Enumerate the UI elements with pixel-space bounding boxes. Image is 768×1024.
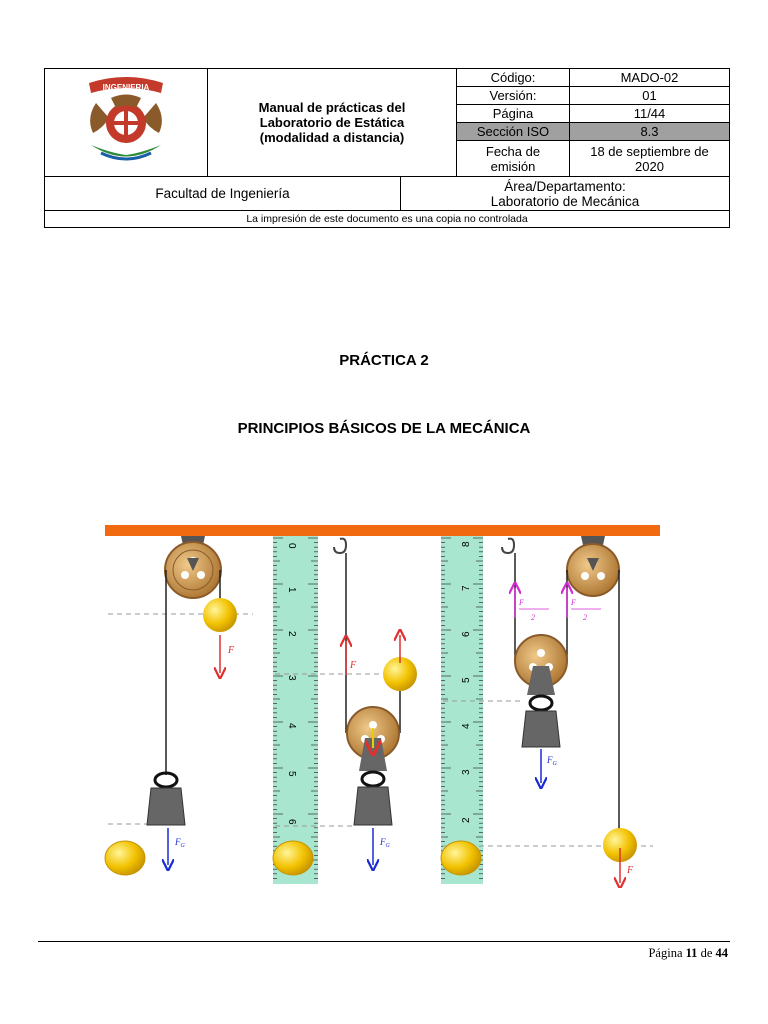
svg-text:F: F [350, 660, 357, 671]
ruler1-num-5: 5 [286, 771, 297, 777]
practice-topic: PRINCIPIOS BÁSICOS DE LA MECÁNICA [237, 420, 531, 437]
fixed-pulley-system [105, 536, 237, 875]
ruler2-num-7: 7 [461, 585, 472, 591]
base-ball [273, 841, 313, 875]
svg-text:F: F [228, 645, 235, 656]
svg-text:2: 2 [583, 613, 587, 622]
ruler2-num-4: 4 [461, 723, 472, 729]
svg-text:FG: $F_G$ [547, 755, 557, 767]
iso-section-label: Sección ISO [457, 123, 570, 141]
svg-text:F: F [571, 598, 576, 607]
unam-engineering-logo [81, 73, 171, 169]
code-label: Código: [457, 69, 570, 87]
svg-text:FG: $F_G$ [380, 837, 390, 849]
iso-section-value: 8.3 [570, 123, 730, 141]
logo-cell [45, 69, 208, 177]
ruler2-num-2: 2 [461, 817, 472, 823]
ruler2-num-3: 3 [461, 769, 472, 775]
ruler2-num-5: 5 [461, 677, 472, 683]
ruler2-num-6: 6 [461, 631, 472, 637]
svg-text:FG: $F_G$ [175, 837, 185, 849]
weight-block [354, 787, 392, 825]
yellow-ball [203, 598, 237, 632]
ruler1-num-2: 2 [286, 631, 297, 637]
pulley-systems-figure [103, 523, 663, 888]
issue-date-label: Fecha de emisión [457, 141, 570, 177]
page-label: Página [457, 105, 570, 123]
copy-notice: La impresión de este documento es una copia no controlada [45, 211, 730, 228]
ruler1-num-0: 0 [286, 543, 297, 549]
page-value: 11/44 [570, 105, 730, 123]
ruler1-num-6: 6 [286, 819, 297, 825]
weight-block [522, 711, 560, 747]
footer-rule [38, 941, 730, 942]
svg-text:2: 2 [531, 613, 535, 622]
area-department: Área/Departamento: Laboratorio de Mecánica [401, 177, 730, 211]
faculty: Facultad de Ingeniería [45, 177, 401, 211]
manual-title: Manual de prácticas del Laboratorio de Estática (modalidad a distancia) [208, 69, 457, 177]
half-force-label [518, 598, 601, 622]
code-value: MADO-02 [570, 69, 730, 87]
ruler1-num-4: 4 [286, 723, 297, 729]
document-header [44, 68, 730, 234]
base-ball [441, 841, 481, 875]
issue-date-value: 18 de septiembre de 2020 [570, 141, 730, 177]
support-beam [105, 525, 660, 536]
version-label: Versión: [457, 87, 570, 105]
ruler1-num-3: 3 [286, 675, 297, 681]
svg-text:F: F [519, 598, 524, 607]
svg-text:INGENIERIA: INGENIERIA [102, 83, 150, 92]
ruler2-num-8: 8 [461, 541, 472, 547]
version-value: 01 [570, 87, 730, 105]
svg-text:F: F [627, 865, 634, 876]
practice-number: PRÁCTICA 2 [339, 352, 429, 369]
base-ball [105, 841, 145, 875]
ruler1-num-1: 1 [286, 587, 297, 593]
weight-block [147, 788, 185, 825]
page-footer: Página 11 de 44 [648, 946, 728, 960]
